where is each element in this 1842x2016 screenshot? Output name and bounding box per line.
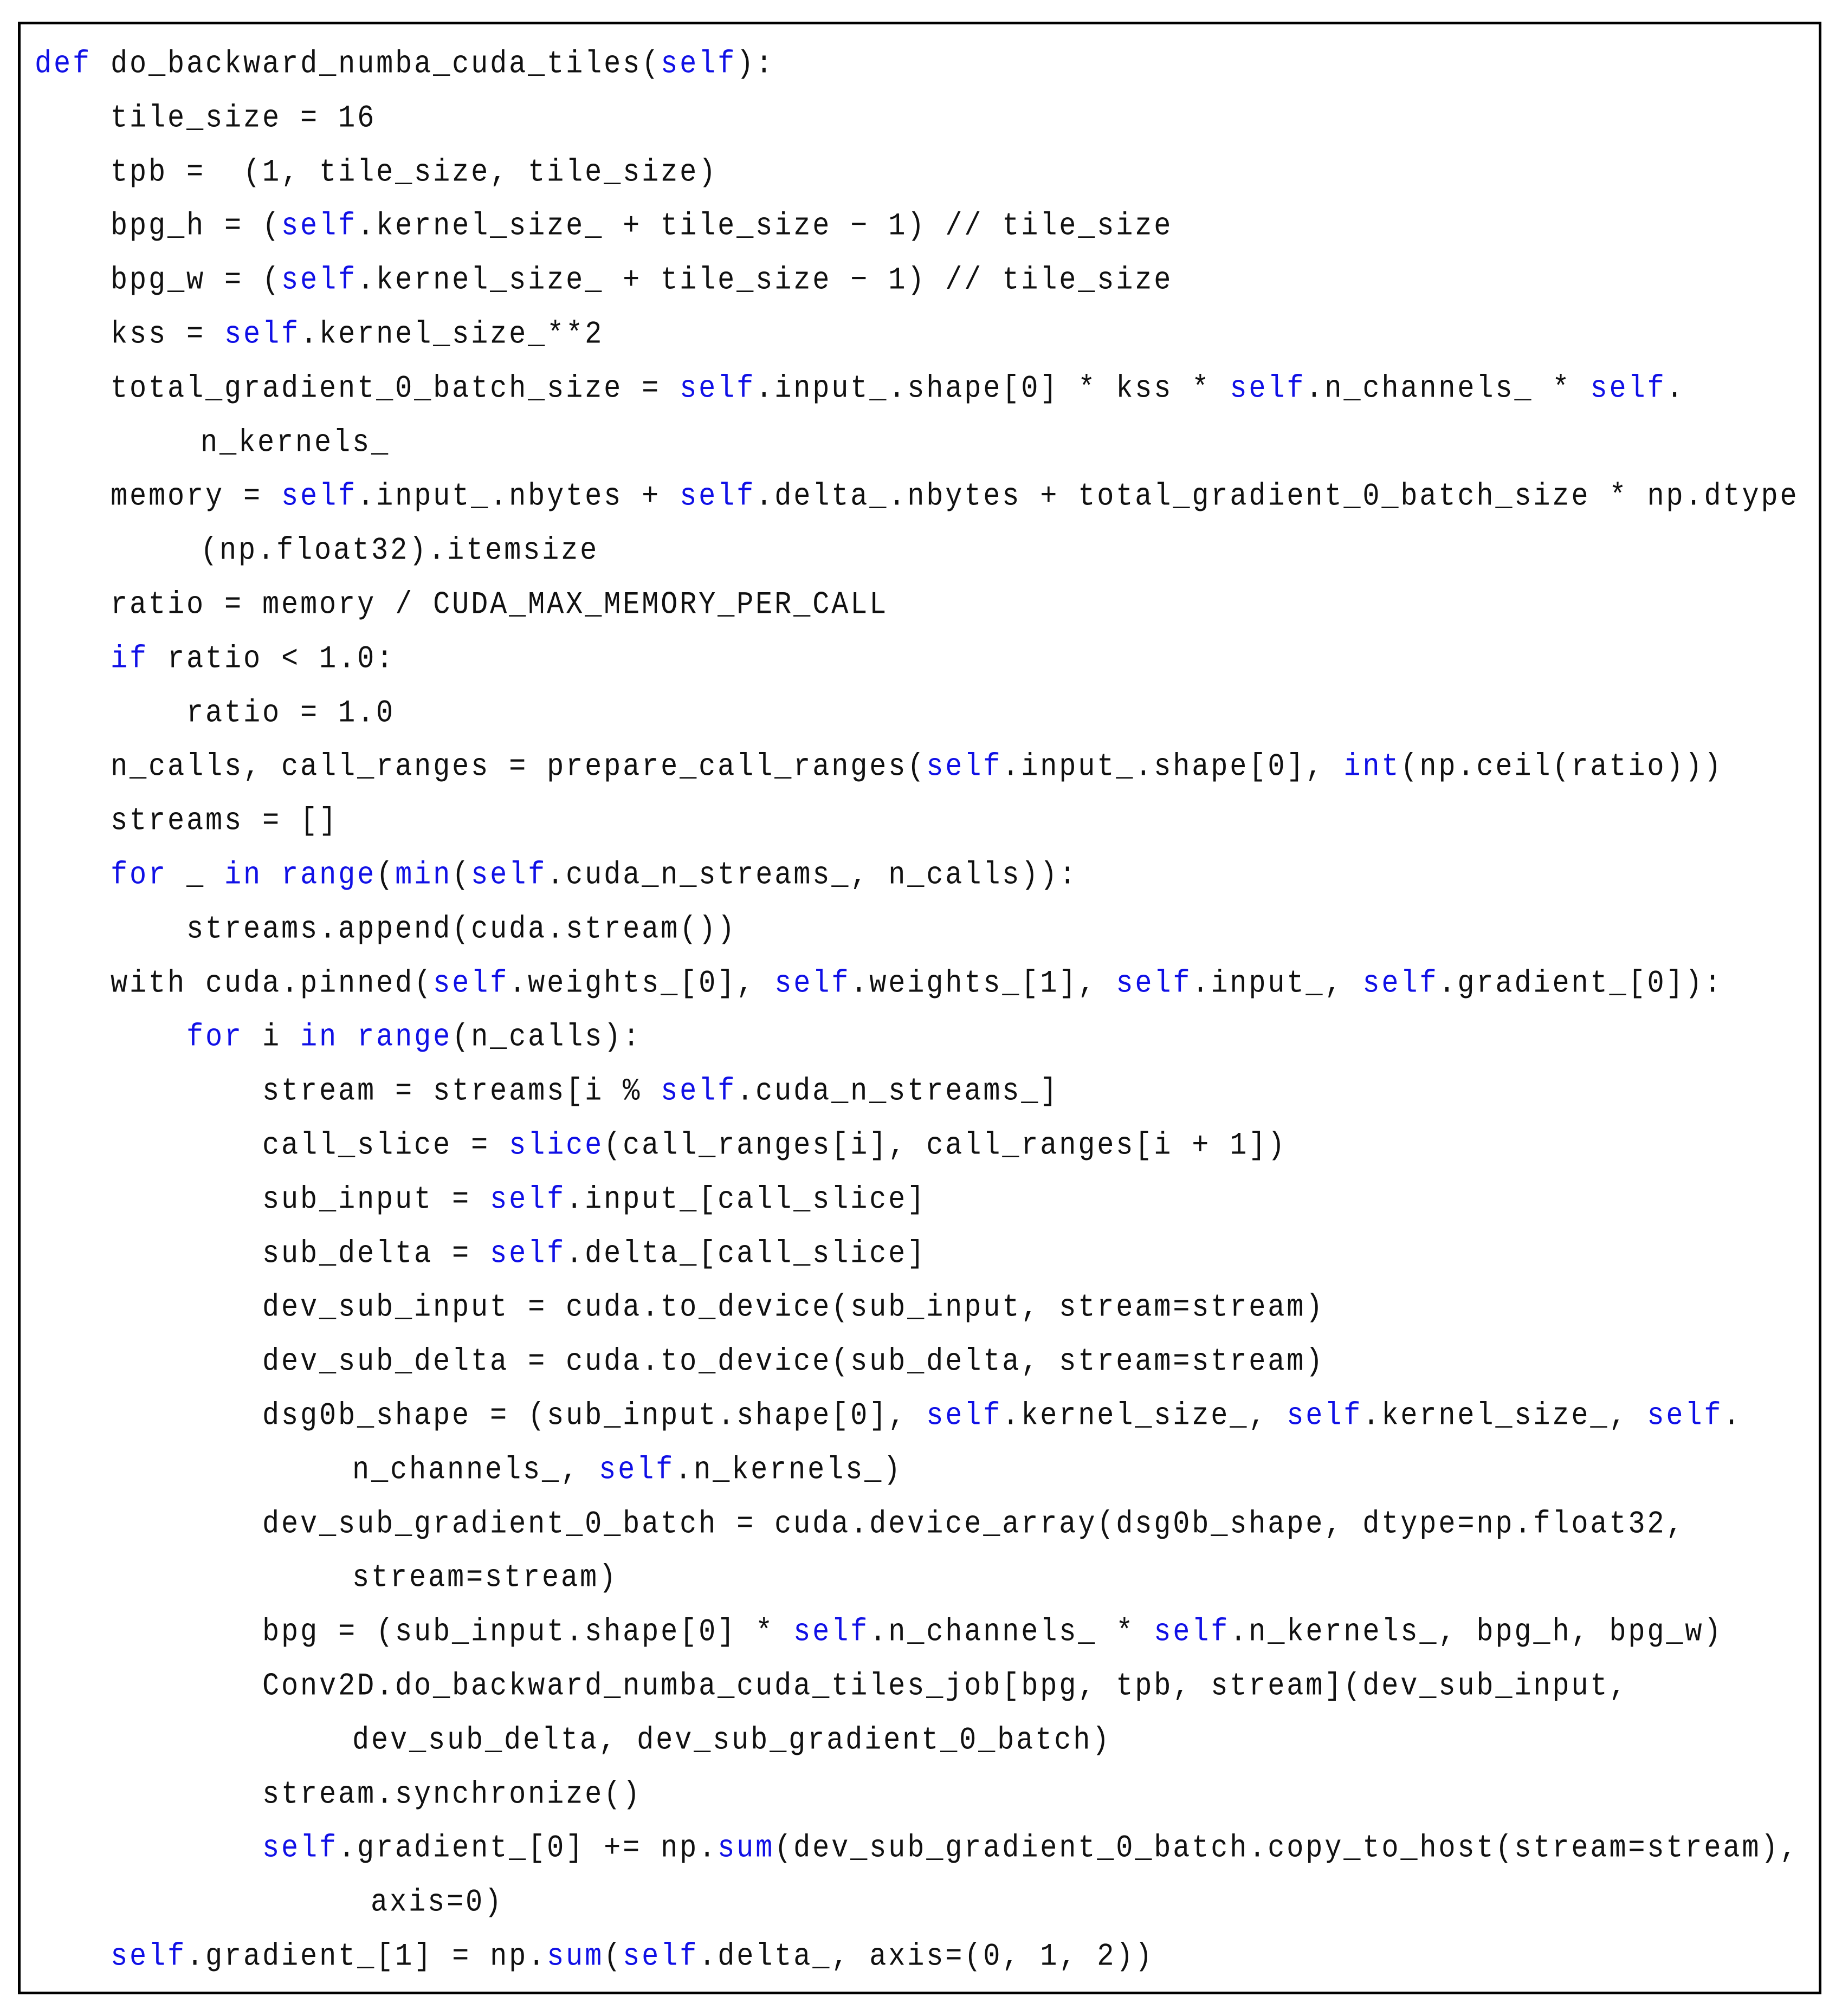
code-token: sub_input =: [262, 1182, 490, 1218]
code-line: [111, 359, 1685, 419]
code-token: .kernel_size_,: [1362, 1398, 1647, 1434]
code-line: [371, 1872, 503, 1933]
code-token: dev_sub_delta = cuda.to_device(sub_delta, stream=stream): [262, 1344, 1325, 1380]
code-line: [35, 34, 774, 95]
code-token: .: [1666, 371, 1685, 407]
keyword-token: self: [490, 1182, 566, 1218]
code-token: .weights_[1],: [850, 965, 1116, 1002]
code-line: [111, 737, 1723, 798]
keyword-token: self: [1154, 1614, 1230, 1650]
keyword-token: self: [433, 965, 509, 1002]
code-line: [111, 142, 718, 203]
keyword-token: self: [262, 1830, 339, 1866]
keyword-token: range: [281, 857, 377, 893]
code-line: [111, 629, 395, 690]
keyword-token: self: [661, 1073, 737, 1110]
code-line: [352, 1440, 902, 1501]
code-token: bpg_w = (: [111, 262, 282, 299]
code-token: stream=stream): [352, 1560, 618, 1596]
code-line: [262, 1170, 926, 1230]
code-token: bpg_h = (: [111, 208, 282, 244]
code-token: .kernel_size_ + tile_size − 1) // tile_size: [357, 262, 1173, 299]
code-line: [111, 88, 376, 149]
code-token: .input_.shape[0] * kss *: [755, 371, 1230, 407]
keyword-token: range: [357, 1019, 453, 1055]
code-line: [111, 575, 888, 636]
code-line: [262, 1386, 1742, 1447]
keyword-token: self: [680, 371, 756, 407]
code-line: [262, 1602, 1723, 1663]
code-token: (n_calls):: [452, 1019, 642, 1055]
code-token: tile_size = 16: [111, 100, 377, 137]
code-line: [262, 1278, 1324, 1338]
keyword-token: self: [623, 1939, 699, 1975]
code-token: with cuda.pinned(: [111, 965, 434, 1002]
keyword-token: self: [1287, 1398, 1363, 1434]
code-token: .n_channels_ *: [1305, 371, 1591, 407]
code-token: .input_[call_slice]: [566, 1182, 927, 1218]
keyword-token: self: [111, 1939, 187, 1975]
code-token: ratio < 1.0:: [148, 641, 396, 677]
keyword-token: self: [1647, 1398, 1723, 1434]
code-token: total_gradient_0_batch_size =: [111, 371, 680, 407]
keyword-token: self: [793, 1614, 870, 1650]
code-token: streams = []: [111, 803, 339, 839]
keyword-token: slice: [509, 1127, 604, 1164]
code-line: [111, 1927, 1154, 1987]
code-line: [201, 521, 599, 581]
code-token: streams.append(cuda.stream()): [186, 911, 737, 948]
code-line: [262, 1494, 1685, 1555]
keyword-token: min: [395, 857, 453, 893]
code-line: [111, 954, 1723, 1014]
keyword-token: in: [300, 1019, 339, 1055]
keyword-token: int: [1343, 749, 1401, 785]
keyword-token: self: [926, 749, 1003, 785]
code-token: dsg0b_shape = (sub_input.shape[0],: [262, 1398, 927, 1434]
code-line: [111, 845, 1078, 906]
code-token: _: [167, 857, 225, 893]
code-token: tpb = (1, tile_size, tile_size): [111, 154, 718, 191]
code-token: n_calls, call_ranges = prepare_call_ranges(: [111, 749, 927, 785]
code-line: [111, 196, 1173, 257]
code-line: [111, 304, 604, 365]
keyword-token: self: [281, 262, 358, 299]
code-token: .cuda_n_streams_]: [736, 1073, 1059, 1110]
keyword-token: sum: [718, 1830, 775, 1866]
keyword-token: def: [35, 46, 92, 82]
code-token: ):: [736, 46, 775, 82]
code-token: .n_kernels_, bpg_h, bpg_w): [1230, 1614, 1723, 1650]
keyword-token: for: [186, 1019, 244, 1055]
code-line: [262, 1061, 1059, 1122]
code-line: [262, 1116, 1287, 1176]
code-token: ratio = memory / CUDA_MAX_MEMORY_PER_CALL: [111, 587, 889, 623]
keyword-token: self: [599, 1452, 675, 1488]
code-line: [262, 1332, 1324, 1392]
code-line: [352, 1548, 618, 1609]
code-token: memory =: [111, 478, 282, 515]
code-token: (: [376, 857, 396, 893]
code-token: .gradient_[0] += np.: [338, 1830, 718, 1866]
code-token: Conv2D.do_backward_numba_cuda_tiles_job[bpg, tpb, stream](dev_sub_input,: [262, 1668, 1628, 1704]
code-token: sub_delta =: [262, 1235, 490, 1272]
code-line: [186, 899, 736, 960]
code-token: .kernel_size_**2: [300, 316, 604, 353]
code-token: .kernel_size_,: [1002, 1398, 1287, 1434]
code-token: bpg = (sub_input.shape[0] *: [262, 1614, 794, 1650]
code-token: .delta_, axis=(0, 1, 2)): [699, 1939, 1154, 1975]
keyword-token: self: [281, 478, 358, 515]
code-token: dev_sub_delta, dev_sub_gradient_0_batch): [352, 1722, 1111, 1759]
code-line: [262, 1765, 642, 1825]
code-line: [111, 466, 1799, 527]
code-token: axis=0): [371, 1884, 504, 1921]
keyword-token: self: [224, 316, 301, 353]
code-token: .input_.nbytes +: [357, 478, 680, 515]
keyword-token: self: [661, 46, 737, 82]
code-token: .gradient_[0]):: [1438, 965, 1723, 1002]
code-token: .cuda_n_streams_, n_calls)):: [547, 857, 1078, 893]
keyword-token: self: [490, 1235, 566, 1272]
code-token: stream.synchronize(): [262, 1776, 642, 1813]
code-token: dev_sub_gradient_0_batch = cuda.device_array(dsg0b_shape, dtype=np.float32,: [262, 1506, 1685, 1542]
keyword-token: if: [111, 641, 149, 677]
code-token: ratio = 1.0: [186, 695, 396, 731]
code-token: .delta_.nbytes + total_gradient_0_batch_size * np.dtype: [755, 478, 1799, 515]
code-token: (: [452, 857, 471, 893]
code-token: (np.float32).itemsize: [201, 533, 599, 569]
keyword-token: self: [1362, 965, 1439, 1002]
keyword-token: in: [224, 857, 263, 893]
keyword-token: self: [1116, 965, 1192, 1002]
code-token: .kernel_size_ + tile_size − 1) // tile_size: [357, 208, 1173, 244]
code-token: (: [604, 1939, 623, 1975]
keyword-token: self: [471, 857, 547, 893]
code-token: .weights_[0],: [509, 965, 775, 1002]
code-token: (call_ranges[i], call_ranges[i + 1]): [604, 1127, 1287, 1164]
code-token: dev_sub_input = cuda.to_device(sub_input, stream=stream): [262, 1289, 1325, 1326]
keyword-token: self: [926, 1398, 1003, 1434]
code-line: [262, 1656, 1628, 1717]
code-token: stream = streams[i %: [262, 1073, 661, 1110]
code-token: .delta_[call_slice]: [566, 1235, 927, 1272]
code-token: .: [1723, 1398, 1742, 1434]
code-token: .input_,: [1192, 965, 1363, 1002]
code-line: [262, 1224, 926, 1285]
keyword-token: self: [1230, 371, 1306, 407]
code-token: n_channels_,: [352, 1452, 599, 1488]
code-token: [262, 857, 281, 893]
code-line: [352, 1710, 1111, 1771]
code-token: n_kernels_: [201, 424, 391, 461]
code-line: [111, 250, 1173, 311]
code-line: [111, 791, 338, 852]
code-token: (dev_sub_gradient_0_batch.copy_to_host(stream=stream),: [774, 1830, 1799, 1866]
code-token: .n_channels_ *: [869, 1614, 1154, 1650]
code-token: kss =: [111, 316, 225, 353]
code-token: [338, 1020, 357, 1055]
code-line: [201, 413, 390, 474]
keyword-token: for: [111, 857, 168, 893]
keyword-token: self: [774, 965, 851, 1002]
code-token: .input_.shape[0],: [1002, 749, 1344, 785]
keyword-token: self: [281, 208, 358, 244]
code-token: .gradient_[1] = np.: [186, 1939, 547, 1975]
code-token: .n_kernels_): [675, 1452, 903, 1488]
code-line: [186, 1007, 642, 1068]
code-line: [186, 683, 395, 744]
code-token: do_backward_numba_cuda_tiles(: [92, 46, 661, 82]
keyword-token: self: [1590, 371, 1666, 407]
code-line: [262, 1818, 1799, 1879]
code-token: call_slice =: [262, 1127, 509, 1164]
keyword-token: sum: [547, 1939, 604, 1975]
keyword-token: self: [680, 478, 756, 515]
code-token: (np.ceil(ratio))): [1400, 749, 1723, 785]
code-token: i: [243, 1019, 301, 1055]
